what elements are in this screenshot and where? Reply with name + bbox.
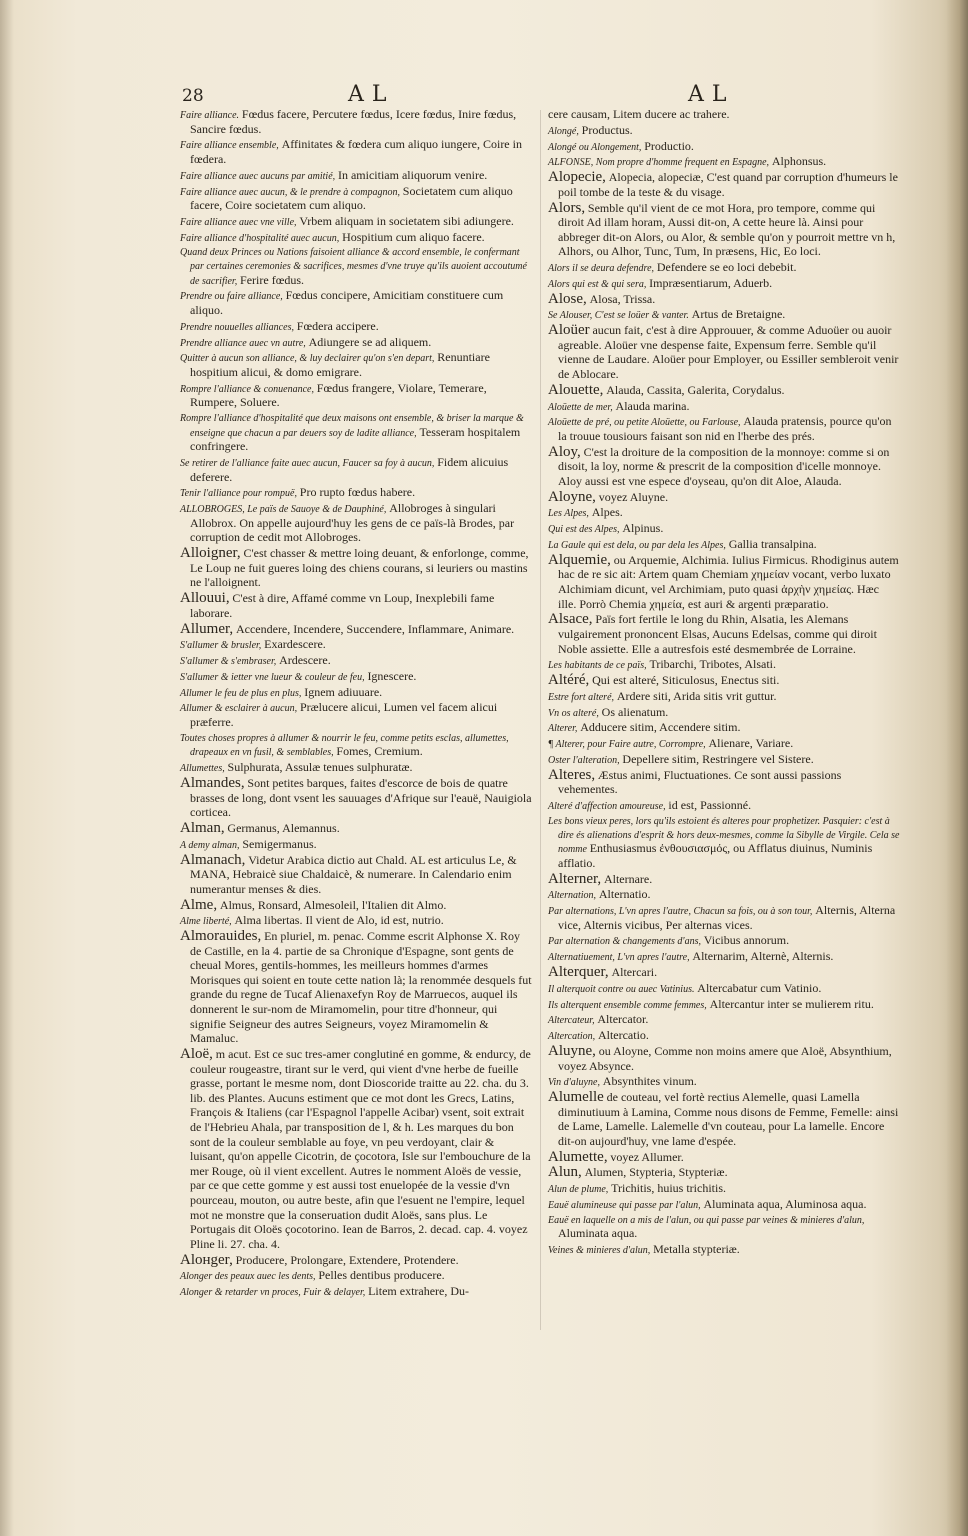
entry-gloss: Societatem cum aliquo facere, Coire societatem cum aliquo. [190, 183, 513, 213]
entry-headword: S'allumer & s'embraser, [180, 656, 277, 668]
entry-headword: Faire alliance auec aucuns par amitié, [180, 170, 336, 182]
dictionary-entry [180, 930, 532, 1047]
entry-gloss: Fomes, Cremium. [336, 744, 423, 759]
running-head-right: AL [688, 82, 735, 107]
entry-gloss: Absynthites vinum. [602, 1074, 697, 1089]
dictionary-entry [180, 289, 532, 318]
dictionary-entry [180, 851, 532, 898]
dictionary-entry [548, 966, 900, 981]
entry-gloss: Alauda pratensis, pource qu'on la trouue tousiours faisant son nid en l'herbe des prés. [558, 414, 892, 443]
entry-gloss: Æstus animi, Fluctuationes. Ce sont aussi passions vehementes. [558, 767, 842, 797]
dictionary-entry [548, 261, 900, 276]
entry-gloss: Enthusiasmus ἐνθουσιασμός, ou Afflatus diuinus, Numinis afflatio. [558, 841, 873, 870]
dictionary-entry [180, 638, 532, 653]
entry-gloss: Adducere sitim, Accendere sitim. [580, 720, 741, 735]
entry-gloss: ou Arquemie, Alchimia. Iulius Firmicus. Rhodiginus autem hac de re sic ait: Artem quam Chemiam χημείαν vocant, verbo luxato Alchimiam dicunt, vel Archimiam, puto quasi ἀρχὴν χημείας. Hæc ille. Porrò Chemia χημεία, est auri & argenti præparatio. [558, 552, 899, 611]
entry-gloss: Os alienatum. [601, 704, 669, 719]
dictionary-entry [548, 690, 900, 705]
dictionary-entry [180, 486, 532, 501]
entry-headword: Alors, [548, 199, 586, 216]
dictionary-entry [180, 819, 532, 837]
dictionary-entry [548, 140, 900, 155]
dictionary-entry [180, 838, 532, 853]
dictionary-entry [180, 231, 532, 246]
entry-headword: Estre fort alteré, [548, 691, 615, 703]
entry-gloss: Defendere se eo loci debebit. [656, 260, 797, 275]
entry-gloss: En pluriel, m. penac. Comme escrit Alphonse X. Roy de Castille, en la 4. partie de sa Chronique d'Espagne, sont gents de cheual Mores, gentils-hommes, les meilleurs hommes d'armes Morisques qui soient en toute cette nation là; la renommée desquels fut grande du regne de Tucaf Alienaxefyn Roy de Marruecos, auquel ils donnerent le sur-nom de Miramomelin, pour titre d'honneur, qui signifie Seigneur des autres Seigneurs, voyez Miramomelin & Mamaluc. [190, 929, 532, 1046]
entry-headword: Se Alouser, C'est se loüer & vanter. [548, 310, 689, 322]
entry-gloss: Alosa, Trissa. [589, 291, 656, 306]
dictionary-entry [180, 320, 532, 335]
dictionary-entry [180, 382, 532, 411]
entry-headword: Toutes choses propres à allumer & nourrir le feu, comme petits esclas, allumettes, drapeaux en vn fusil, & semblables, [180, 732, 509, 759]
entry-gloss: C'est chasser & mettre loing deuant, & enforlonge, comme, Le Loup ne fuit gueres loing des chiens courans, si leuriers ou mastins ne l'alloignent. [190, 546, 529, 590]
page-number: 28 [182, 86, 204, 106]
dictionary-entry [548, 522, 900, 537]
entry-headword: Alterner, [548, 870, 602, 887]
entry-gloss: Allobroges à singulari Allobrox. On appelle aujourd'huy les gens de ce païs-là Brodes, par corruption de cedit mot Allobroges. [190, 501, 515, 545]
entry-gloss: Altercatio. [597, 1028, 649, 1043]
entry-headword: Alun, [548, 1164, 582, 1181]
dictionary-entry [180, 336, 532, 351]
entry-headword: Alumette, [548, 1148, 608, 1165]
dictionary-entry [548, 904, 900, 933]
entry-gloss: Ignem adiuuare. [304, 684, 383, 699]
entry-headword: Rompre l'alliance d'hospitalité que deux maisons ont ensemble, & briser la marque & enseigne que chacun a par deuers soy de ladite alliance, [180, 413, 524, 439]
dictionary-entry [548, 982, 900, 997]
entry-headword: Alloigner, [180, 545, 241, 562]
entry-gloss: Trichitis, huius trichitis. [611, 1181, 726, 1196]
entry-gloss: id est, Passionné. [668, 798, 752, 813]
entry-gloss: Alpinus. [622, 521, 664, 536]
entry-headword: Alquemie, [548, 551, 611, 568]
entry-gloss: Productio. [644, 138, 694, 153]
entry-gloss: de couteau, vel fortè rectius Alemelle, quasi Lamella diminutiuum à Lamina, Comme nous disons de Femme, Femelle: ainsi de Lame, Lamelle. Lalemelle d'vn couteau, pour La lamelle. Encore dit-on aujourd'huy, vne lame d'espée. [558, 1090, 899, 1148]
entry-headword: Faire alliance auec vne ville, [180, 216, 297, 228]
entry-gloss: Pro rupto fœdus habere. [299, 485, 416, 500]
entry-headword: Les bons vieux peres, lors qu'ils estoient és alteres pour prophetizer. Pasquier: c'est à dire és alienations d'esprit & hors deux-mesmes, comme la Sibylle de Virgile. Cela se nomme [548, 815, 900, 856]
entry-headword: Alternatiuement, L'vn apres l'autre, [548, 952, 690, 964]
dictionary-entry [548, 1013, 900, 1028]
entry-headword: Alteres, [548, 766, 596, 783]
entry-headword: S'allumer & ietter vne lueur & couleur de feu, [180, 671, 365, 683]
entry-gloss: Ardere siti, Arida sitis vrit guttur. [616, 688, 777, 703]
dictionary-entry [548, 998, 900, 1013]
entry-headword: Aloë, [180, 1046, 213, 1062]
entry-gloss: m acut. Est ce suc tres-amer conglutiné en gomme, & endurcy, de couleur rougeastre, tirant sur le verd, qui vient d'vne herbe de fueille grasse, portant le mesme nom, dont Dioscoride traitte au 22. cha. du 3. lib. des Plantes. Aucuns estiment que ce mot dont les Grecs, Latins, François & Italiens (car l'Espagnol l'appelle Acibar) vsent, soit extrait de l'Hebrieu Ahala, par transposition de l, & h. Les marques du bon sont de la couleur semblable au foye, vn peu verdoyant, clair & luisant, qu'on appelle Cicotrin, de çocotora, Isle sur l'embouchure de la mer Rouge, où il vient excellent. Autres le nomment Aloës de vessie, par ce que cette gomme y est aussi tost enuelopée de la vessie d'vn pourceau, mouton, ou autre beste, afin que l'esuent ne l'empire, lequel mot ne monstre que la conseruation dudit Aloës, sans plus. Le Portugais dit Oloës çocotorino. Iean de Barros, 2. decad. cap. 4. voyez Pline li. 27. cha. 4. [190, 1047, 531, 1251]
entry-gloss: Alphonsus. [771, 154, 827, 169]
entry-headword: Alopecie, [548, 169, 606, 186]
entry-gloss: Producere, Prolongare, Extendere, Protendere. [235, 1252, 459, 1267]
dictionary-entry [180, 169, 532, 184]
dictionary-entry [180, 1269, 532, 1284]
entry-gloss: Alopecia, alopeciæ, C'est quand par corruption d'humeurs le poil tombe de la teste & du visage. [558, 170, 898, 199]
entry-gloss: Altercantur inter se mulierem ritu. [709, 996, 874, 1011]
entry-headword: ¶ Alterer, pour Faire autre, Corrompre, [548, 739, 706, 751]
entry-gloss: Pelles dentibus producere. [318, 1268, 445, 1283]
dictionary-entry [180, 502, 532, 546]
entry-headword: A demy alman, [180, 839, 240, 851]
entry-headword: Il alterquoit contre ou auec Vatinius. [548, 983, 695, 995]
entry-headword: Alterer, [548, 723, 578, 735]
entry-headword: Alman, [180, 819, 225, 836]
entry-gloss: Ignescere. [367, 668, 417, 683]
entry-headword: Almorauides, [180, 928, 262, 945]
entry-headword: Quitter à aucun son alliance, & luy declairer qu'on s'en depart, [180, 353, 435, 365]
dictionary-entry [548, 538, 900, 553]
entry-gloss: Tesseram hospitalem confringere. [190, 424, 521, 454]
entry-gloss: Gallia transalpina. [728, 537, 817, 551]
dictionary-entry [548, 1198, 900, 1213]
entry-headword: Allumettes, [180, 763, 225, 775]
entry-headword: Almanach, [180, 851, 246, 868]
entry-headword: Alun de plume, [548, 1184, 609, 1196]
dictionary-entry [548, 488, 900, 506]
entry-gloss: Depellere sitim, Restringere vel Sistere. [622, 752, 814, 766]
dictionary-entry [180, 1048, 532, 1252]
entry-gloss: Almus, Ronsard, Almesoleil, l'Italien dit Almo. [219, 897, 447, 912]
entry-gloss: Renuntiare hospitium alicui, & domo emigrare. [190, 350, 490, 379]
entry-headword: Aloüer [548, 322, 590, 339]
dictionary-entry [548, 888, 900, 903]
column-divider [540, 110, 541, 1330]
entry-headword: Vin d'aluyne, [548, 1077, 600, 1089]
entry-gloss: aucun fait, c'est à dire Approuuer, & comme Aduoüer ou auoir agreable. Aloüer vne despense faite, Expensum ferre. Semble qu'il vienne de Laudare. Aloüer pour Employer, ou Essiller sembleroit venir de Ablocare. [558, 323, 899, 381]
entry-headword: Faire alliance auec aucun, & le prendre à compagnon, [180, 186, 400, 198]
entry-gloss: Altercabatur cum Vatinio. [697, 980, 822, 995]
entry-gloss: Fœdera accipere. [296, 318, 379, 333]
entry-headword: Faire alliance. [180, 110, 240, 121]
entry-headword: Qui est des Alpes, [548, 524, 620, 536]
entry-headword: Ils alterquent ensemble comme femmes, [548, 999, 707, 1011]
dictionary-entry [180, 246, 532, 288]
entry-headword: Par alternation & changements d'ans, [548, 936, 701, 948]
entry-headword: Rompre l'alliance & conuenance, [180, 383, 314, 395]
dictionary-entry [548, 721, 900, 736]
entry-gloss: Semigermanus. [242, 836, 317, 851]
dictionary-entry [548, 674, 900, 689]
dictionary-entry [548, 1148, 900, 1166]
entry-gloss: Prælucere alicui, Lumen vel facem alicui præferre. [190, 700, 498, 730]
entry-gloss: Sont petites barques, faites d'escorce de bois de quatre brasses de long, dont vsent les sauuages d'Afrique sur l'eauë, Nauigiola corticea. [190, 776, 532, 820]
page-gutter-shadow [0, 0, 14, 1536]
dictionary-entry [180, 686, 532, 701]
entry-gloss: Fœdus facere, Percutere fœdus, Icere fœdus, Inire fœdus, Sancire fœdus. [190, 107, 517, 136]
entry-headword: S'allumer & brusler, [180, 640, 262, 652]
entry-headword: Allouui, [180, 590, 230, 607]
entry-gloss: Altercator. [597, 1012, 649, 1027]
dictionary-entry [548, 737, 900, 752]
entry-gloss: Aluminata aqua, Aluminosa aqua. [703, 1196, 867, 1211]
dictionary-entry [548, 400, 900, 415]
dictionary-entry [180, 896, 532, 914]
dictionary-entry [548, 199, 900, 260]
dictionary-entry [548, 171, 900, 200]
entry-gloss: voyez Aluyne. [598, 489, 669, 504]
entry-gloss: Vicibus annorum. [703, 933, 790, 948]
dictionary-entry [548, 506, 900, 521]
entry-headword: Alsace, [548, 611, 593, 628]
dictionary-entry [548, 766, 900, 798]
dictionary-entry [180, 138, 532, 167]
entry-gloss: Alpes. [591, 505, 623, 520]
entry-gloss: Alternis, Alterna vice, Alternis vicibus, Per alternas vices. [558, 903, 896, 932]
dictionary-entry [548, 613, 900, 657]
entry-headword: Almandes, [180, 775, 245, 791]
entry-gloss: Exardescere. [264, 637, 326, 652]
dictionary-entry [180, 1251, 532, 1269]
entry-gloss: Vrbem aliquam in societatem sibi adiungere. [299, 213, 514, 228]
dictionary-entry [548, 308, 900, 323]
entry-gloss: Altercari. [611, 965, 658, 979]
dictionary-entry [548, 753, 900, 768]
entry-headword: Tenir l'alliance pour rompuë, [180, 488, 297, 500]
dictionary-entry [180, 547, 532, 591]
entry-headword: Quand deux Princes ou Nations faisoient alliance & accord ensemble, le confermant par certaines ceremonies & sacrifices, mesmes d'vne truye qu'ils auoient accoutumé de sacrifier, [180, 247, 527, 287]
dictionary-entry [180, 351, 532, 380]
entry-gloss: Alternatio. [598, 887, 651, 902]
entry-headword: Alors qui est & qui sera, [548, 278, 647, 290]
dictionary-entry [548, 799, 900, 814]
entry-headword: ALLOBROGES, Le païs de Sauoye & de Dauphiné, [180, 504, 387, 516]
dictionary-entry [548, 950, 900, 965]
entry-headword: Alors il se deura defendre, [548, 263, 655, 275]
entry-gloss: Fœdus frangere, Violare, Temerare, Rumpere, Soluere. [190, 380, 487, 410]
dictionary-entry [180, 108, 532, 137]
entry-headword: Prendre alliance auec vn autre, [180, 337, 306, 349]
dictionary-entry [548, 324, 900, 382]
dictionary-entry [180, 701, 532, 730]
entry-headword: Aluyne, [548, 1042, 596, 1059]
entry-gloss: Païs fort fertile le long du Rhin, Alsatia, les Alemans vulgairement prononcent Elsas, Aucuns Edelsas, comme qui diroit Noble assiette. Elle a autresfois esté desmembrée de Lorraine. [558, 612, 877, 656]
entry-headword: Alongé, [548, 125, 579, 137]
entry-headword: Alose, [548, 290, 587, 307]
dictionary-entry [180, 777, 532, 821]
left-column [180, 108, 532, 1301]
entry-headword: Alternation, [548, 890, 597, 902]
entry-gloss: In amicitiam aliquorum venire. [337, 167, 488, 182]
entry-gloss: Alienare, Variare. [708, 736, 794, 751]
entry-gloss: cere causam, Litem ducere ac trahere. [548, 107, 730, 121]
dictionary-entry [548, 108, 900, 123]
entry-headword: Prendre ou faire alliance, [180, 291, 283, 303]
entry-gloss: Aluminata aqua. [558, 1226, 638, 1241]
entry-gloss: Videtur Arabica dictio aut Chald. AL est articulus Le, & MANA, Hebraicè siue Chaldaicè, & numerare. In Calendario enim numerantur menses & dies. [190, 852, 517, 896]
dictionary-entry [548, 934, 900, 949]
entry-gloss: Sulphurata, Assulæ tenues sulphuratæ. [227, 760, 413, 775]
entry-gloss: Affinitates & fœdera cum aliquo iungere, Coire in fœdera. [190, 137, 522, 166]
dictionary-entry [180, 215, 532, 230]
dictionary-entry [180, 914, 532, 929]
entry-headword: Alouette, [548, 381, 604, 398]
entry-gloss: Impræsentiarum, Aduerb. [649, 275, 773, 290]
dictionary-entry [180, 620, 532, 638]
entry-gloss: Alternare. [603, 871, 653, 886]
dictionary-entry [548, 277, 900, 292]
entry-headword: Allumer, [180, 620, 234, 637]
dictionary-entry [180, 654, 532, 669]
entry-headword: Alonger & retarder vn proces, Fuir & delayer, [180, 1287, 366, 1299]
entry-headword: Veines & minieres d'alun, [548, 1245, 651, 1257]
dictionary-entry [180, 670, 532, 685]
dictionary-entry [548, 443, 900, 490]
entry-headword: Faire alliance d'hospitalité auec aucun, [180, 232, 340, 244]
entry-headword: Alme, [180, 896, 218, 913]
entry-gloss: Fœdus concipere, Amicitiam constituere cum aliquo. [190, 288, 504, 318]
entry-headword: Aloнger, [180, 1251, 233, 1268]
dictionary-entry [548, 1091, 900, 1149]
dictionary-entry [548, 1029, 900, 1044]
entry-gloss: C'est à dire, Affamé comme vn Loup, Inexplebili fame laborare. [190, 591, 495, 620]
entry-headword: Alme liberté, [180, 916, 232, 928]
entry-headword: Altercation, [548, 1031, 596, 1043]
entry-headword: Aloüette de pré, ou petite Aloüette, ou Farlouse, [548, 417, 741, 429]
entry-headword: Faire alliance ensemble, [180, 140, 279, 152]
entry-gloss: Artus de Bretaigne. [691, 307, 786, 322]
right-column [548, 108, 900, 1259]
entry-headword: Alongé ou Alongement, [548, 141, 642, 153]
dictionary-entry [548, 155, 900, 170]
entry-headword: Allumer le feu de plus en plus, [180, 687, 302, 699]
entry-gloss: Ardescere. [279, 653, 331, 668]
entry-headword: Alonger des peaux auec les dents, [180, 1271, 316, 1283]
entry-gloss: ou Aloyne, Comme non moins amere que Aloë, Absynthium, voyez Absynce. [558, 1043, 892, 1073]
dictionary-entry [548, 1042, 900, 1074]
entry-gloss: voyez Allumer. [610, 1149, 684, 1164]
dictionary-entry [548, 1243, 900, 1258]
running-head-left: AL [348, 82, 395, 107]
dictionary-entry [548, 706, 900, 721]
dictionary-entry [548, 1166, 900, 1181]
entry-headword: Aloyne, [548, 488, 596, 505]
dictionary-entry [180, 592, 532, 621]
entry-headword: Alterquer, [548, 964, 609, 980]
entry-gloss: Adiungere se ad aliquem. [308, 334, 432, 349]
entry-headword: Se retirer de l'alliance faite auec aucun, Faucer sa foy à aucun, [180, 458, 435, 470]
dictionary-entry [180, 456, 532, 485]
entry-gloss: Alternarim, Alternè, Alternis. [692, 949, 834, 964]
entry-headword: Prendre nouuelles alliances, [180, 321, 294, 333]
entry-gloss: Semble qu'il vient de ce mot Hora, pro tempore, comme qui diroit Ad illam horam, Aussi dit-on, A cette heure là. Ainsi pour abbreger dit-on Alors, ou Alor, & semble qu'on y pourroit mettre vn h, Alhors, ou Alhor, Tunc, Tum, In præsens, Hic, Eo loci. [558, 200, 896, 259]
entry-headword: Alumelle [548, 1089, 604, 1106]
dictionary-entry [548, 551, 900, 612]
entry-headword: Aloy, [548, 443, 581, 460]
page-edge-shadow [946, 0, 968, 1536]
entry-headword: Vn os alteré, [548, 707, 599, 719]
dictionary-entry [548, 870, 900, 888]
dictionary-entry [548, 1182, 900, 1197]
entry-headword: Oster l'alteration, [548, 755, 620, 766]
entry-headword: Les Alpes, [548, 508, 589, 520]
entry-headword: Altéré, [548, 672, 590, 689]
entry-gloss: Alumen, Stypteria, Stypteriæ. [584, 1165, 728, 1180]
entry-gloss: C'est la droiture de la composition de la monnoye: comme si on disoit, la loy, norme & prescrit de la composition d'icelle monnoye. Aloy aussi est vne espece d'oyseau, qu'on dit Aloe, Alauda. [558, 444, 890, 488]
entry-headword: La Gaule qui est dela, ou par dela les Alpes, [548, 540, 726, 551]
entry-gloss: Productus. [581, 122, 633, 137]
dictionary-entry [548, 290, 900, 308]
entry-gloss: Accendere, Incendere, Succendere, Inflammare, Animare. [235, 621, 515, 636]
entry-headword: Eauë alumineuse qui passe par l'alun, [548, 1199, 701, 1211]
entry-gloss: Tribarchi, Tribotes, Alsati. [649, 657, 777, 672]
entry-gloss: Alma libertas. Il vient de Alo, id est, nutrio. [234, 913, 444, 928]
dictionary-entry [180, 1285, 532, 1300]
dictionary-entry [548, 124, 900, 139]
entry-headword: ALFONSE, Nom propre d'homme frequent en Espagne, [548, 157, 770, 169]
dictionary-entry [548, 415, 900, 444]
dictionary-entry [548, 815, 900, 871]
entry-headword: Les habitants de ce païs, [548, 660, 647, 672]
dictionary-entry [548, 381, 900, 399]
entry-gloss: Metalla stypteriæ. [653, 1242, 740, 1257]
entry-headword: Eauë en laquelle on a mis de l'alun, ou qui passe par veines & minieres d'alun, [548, 1214, 865, 1226]
entry-headword: Allumer & esclairer à aucun, [180, 703, 298, 715]
dictionary-entry [548, 1214, 900, 1242]
dictionary-entry [548, 658, 900, 673]
entry-gloss: Alauda marina. [615, 398, 690, 413]
dictionary-entry [180, 732, 532, 760]
entry-gloss: Germanus, Alemannus. [227, 820, 340, 835]
entry-gloss: Litem extrahere, Du- [368, 1284, 470, 1299]
entry-headword: Altercateur, [548, 1015, 595, 1027]
dictionary-entry [548, 1075, 900, 1090]
entry-headword: Aloüette de mer, [548, 401, 613, 413]
entry-gloss: Alauda, Cassita, Galerita, Corydalus. [606, 382, 785, 397]
dictionary-entry [180, 412, 532, 455]
entry-headword: Alteré d'affection amoureuse, [548, 801, 666, 813]
dictionary-entry [180, 761, 532, 776]
entry-headword: Par alternations, L'vn apres l'autre, Chacun sa fois, ou à son tour, [548, 906, 813, 918]
entry-gloss: Qui est alteré, Siticulosus, Enectus siti. [592, 673, 780, 688]
dictionary-entry [180, 185, 532, 214]
entry-gloss: Ferire fœdus. [240, 272, 305, 287]
entry-gloss: Fidem alicuius deferere. [190, 455, 509, 484]
entry-gloss: Hospitium cum aliquo facere. [342, 229, 485, 244]
